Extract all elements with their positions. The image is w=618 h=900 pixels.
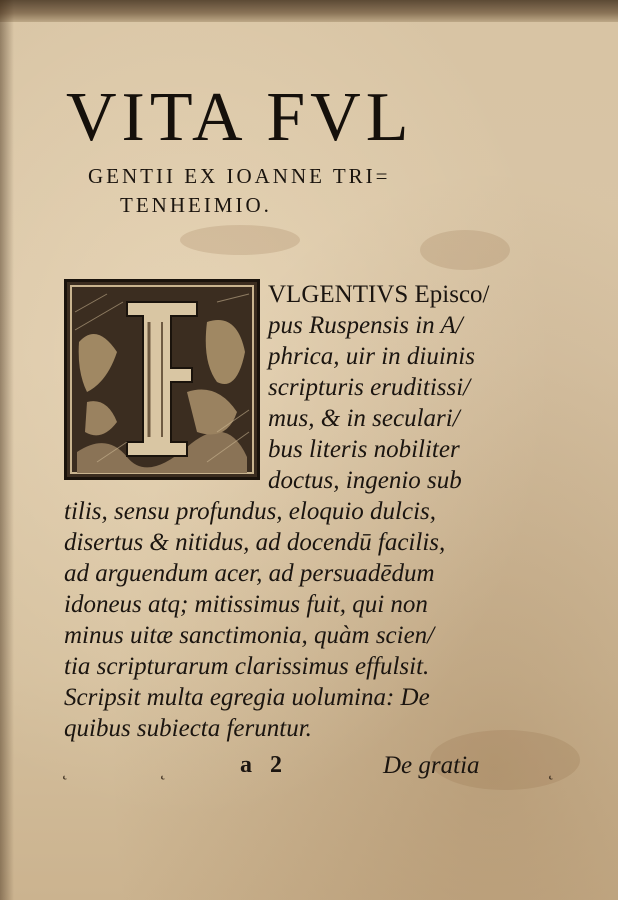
body-line: Scripsit multa egregia uolumina: De bbox=[64, 684, 430, 711]
paper-stain bbox=[180, 225, 300, 255]
body-line: pus Ruspensis in A/ bbox=[268, 312, 463, 339]
paper-stain bbox=[420, 230, 510, 270]
margin-mark: ˛ bbox=[548, 760, 554, 780]
title-subheading-line-2: TENHEIMIO. bbox=[120, 193, 272, 217]
title-heading: VITA FVL bbox=[66, 79, 414, 156]
margin-mark: ˛ bbox=[160, 760, 166, 780]
body-line: ad arguendum acer, ad persuadēdum bbox=[64, 560, 435, 587]
body-line: phrica, uir in diuinis bbox=[268, 343, 475, 370]
body-line: disertus & nitidus, ad docendū facilis, bbox=[64, 529, 446, 556]
decorated-initial bbox=[64, 279, 260, 480]
margin-mark: ˛ bbox=[62, 760, 68, 780]
signature-mark: a 2 bbox=[240, 752, 288, 778]
body-line: mus, & in seculari/ bbox=[268, 405, 460, 432]
woodcut-illustration bbox=[67, 282, 257, 477]
body-line: scripturis eruditissi/ bbox=[268, 374, 471, 401]
body-line: quibus subiecta feruntur. bbox=[64, 715, 312, 742]
body-line: doctus, ingenio sub bbox=[268, 467, 462, 494]
body-line: idoneus atq; mitissimus fuit, qui non bbox=[64, 591, 428, 618]
body-line: tia scripturarum clarissimus effulsit. bbox=[64, 653, 430, 680]
body-line: VLGENTIVS Episco/ bbox=[268, 281, 490, 308]
body-line: tilis, sensu profundus, eloquio dulcis, bbox=[64, 498, 436, 525]
title-subheading-line-1: GENTII EX IOANNE TRI= bbox=[88, 164, 391, 188]
spine-shadow bbox=[0, 0, 14, 900]
binding-edge bbox=[0, 0, 618, 22]
catchword: De gratia bbox=[383, 752, 480, 779]
body-line: minus uitæ sanctimonia, quàm scien/ bbox=[64, 622, 435, 649]
body-line: bus literis nobiliter bbox=[268, 436, 460, 463]
